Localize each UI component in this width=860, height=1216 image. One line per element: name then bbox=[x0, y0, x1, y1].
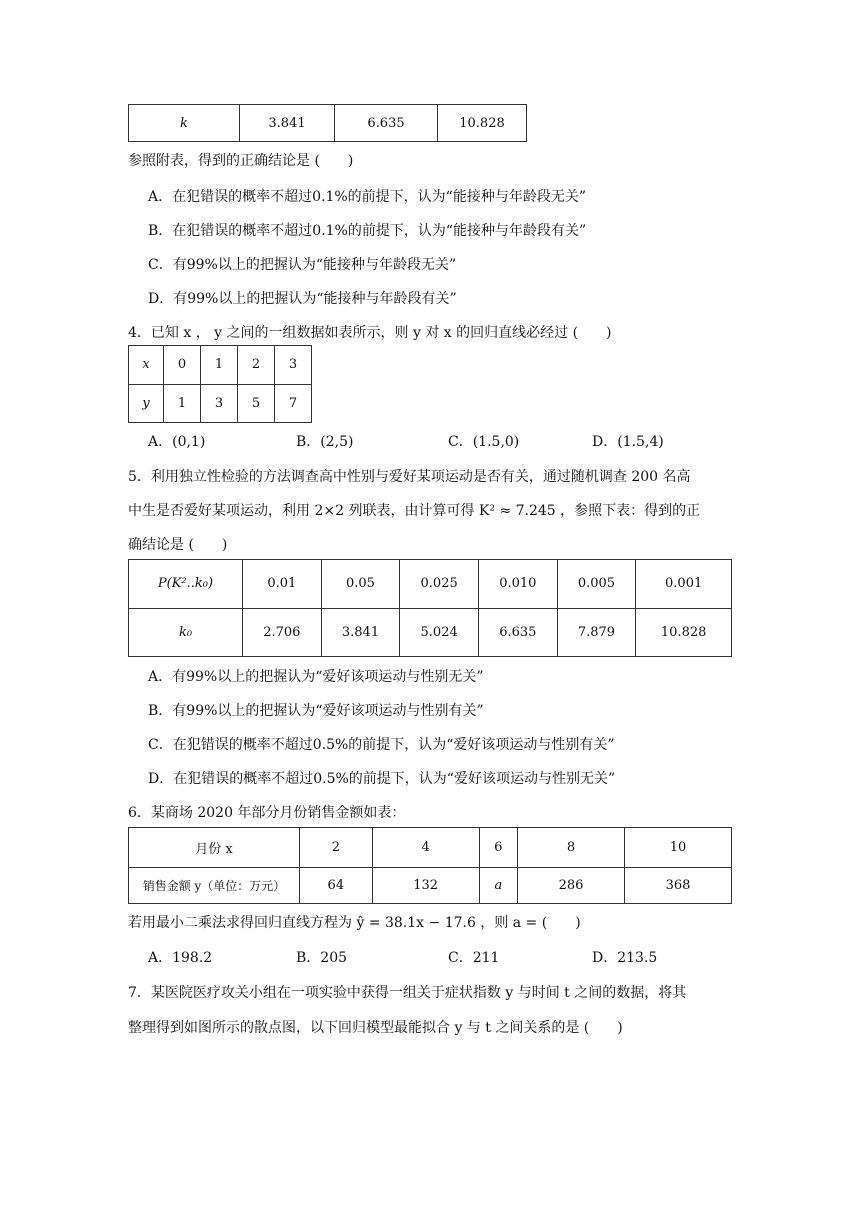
table-cell: 368 bbox=[624, 868, 731, 904]
q3-question-tail: 参照附表，得到的正确结论是 ( ) bbox=[128, 153, 354, 169]
q5-stem-line-1: 5．利用独立性检验的方法调查高中性别与爱好某项运动是否有关，通过随机调查 200 名高 bbox=[128, 469, 691, 485]
q3-option-a: A．在犯错误的概率不超过0.1%的前提下，认为“能接种与年龄段无关” bbox=[148, 189, 586, 205]
q4-option-d: D．(1.5,4) bbox=[592, 434, 664, 450]
q6-option-b: B．205 bbox=[296, 950, 348, 966]
q5-stem-line-2: 中生是否爱好某项运动，利用 2×2 列联表，由计算可得 K² ≈ 7.245 ，参照下表：得到的正 bbox=[128, 503, 701, 519]
q3-option-c: C．有99%以上的把握认为“能接种与年龄段无关” bbox=[148, 257, 457, 273]
q3-option-d: D．有99%以上的把握认为“能接种与年龄段有关” bbox=[148, 291, 457, 307]
table-cell: 10.828 bbox=[438, 105, 527, 142]
q3-option-b: B．在犯错误的概率不超过0.1%的前提下，认为“能接种与年龄段有关” bbox=[148, 223, 587, 239]
table-cell: 3.841 bbox=[240, 105, 335, 142]
q5-stem-line-3: 确结论是 ( ) bbox=[128, 537, 228, 553]
table-cell: 0 bbox=[164, 346, 201, 385]
table-cell: 286 bbox=[518, 868, 625, 904]
table-cell: 64 bbox=[300, 868, 373, 904]
table-cell: 2 bbox=[238, 346, 275, 385]
table-cell: 5 bbox=[238, 384, 275, 423]
table-cell: 3.841 bbox=[321, 608, 400, 657]
q6-sales-table bbox=[128, 827, 732, 904]
table-cell: 132 bbox=[372, 868, 479, 904]
table-cell: 3 bbox=[201, 384, 238, 423]
q4-stem: 4．已知 x ， y 之间的一组数据如表所示，则 y 对 x 的回归直线必经过 ( ) bbox=[128, 325, 612, 341]
q6-option-d: D．213.5 bbox=[592, 950, 658, 966]
table-cell: 7.879 bbox=[557, 608, 636, 657]
table-cell: 2.706 bbox=[243, 608, 322, 657]
table-cell: 1 bbox=[201, 346, 238, 385]
q6-option-c: C．211 bbox=[448, 950, 500, 966]
y-label-cell: y bbox=[129, 384, 164, 423]
table-cell: 8 bbox=[518, 828, 625, 868]
table-cell: 7 bbox=[275, 384, 312, 423]
month-label-cell: 月份 x bbox=[129, 828, 300, 868]
table-cell: 10.828 bbox=[636, 608, 732, 657]
q7-stem-line-1: 7．某医院医疗攻关小组在一项实验中获得一组关于症状指数 y 与时间 t 之间的数据，将其 bbox=[128, 985, 687, 1001]
table-cell: 0.01 bbox=[243, 560, 322, 609]
sales-label-cell: 销售金额 y（单位：万元） bbox=[129, 868, 300, 904]
table-cell: 5.024 bbox=[400, 608, 479, 657]
table-cell: 2 bbox=[300, 828, 373, 868]
q6-equation-line: 若用最小二乘法求得回归直线方程为 ŷ = 38.1x − 17.6 ，则 a = ( ) bbox=[128, 915, 581, 931]
table-cell: 3 bbox=[275, 346, 312, 385]
k-label-cell: k bbox=[129, 105, 240, 142]
q4-option-b: B．(2,5) bbox=[296, 434, 354, 450]
table-cell: 6.635 bbox=[478, 608, 557, 657]
q5-critical-table bbox=[128, 559, 732, 657]
q5-option-d: D．在犯错误的概率不超过0.5%的前提下，认为“爱好该项运动与性别无关” bbox=[148, 771, 616, 787]
q6-option-a: A．198.2 bbox=[148, 950, 213, 966]
q4-option-a: A．(0,1) bbox=[148, 434, 206, 450]
table-cell: a bbox=[479, 868, 517, 904]
q7-stem-line-2: 整理得到如图所示的散点图，以下回归模型最能拟合 y 与 t 之间关系的是 ( ) bbox=[128, 1020, 623, 1036]
table-cell: 4 bbox=[372, 828, 479, 868]
table-cell: 0.001 bbox=[636, 560, 732, 609]
table-cell: 10 bbox=[624, 828, 731, 868]
table-cell: 0.010 bbox=[478, 560, 557, 609]
table-cell: 6.635 bbox=[335, 105, 438, 142]
table-cell: 6 bbox=[479, 828, 517, 868]
table-cell: 0.05 bbox=[321, 560, 400, 609]
x-label-cell: x bbox=[129, 346, 164, 385]
critical-value-table bbox=[128, 104, 527, 142]
table-cell: 0.005 bbox=[557, 560, 636, 609]
q5-option-c: C．在犯错误的概率不超过0.5%的前提下，认为“爱好该项运动与性别有关” bbox=[148, 737, 615, 753]
q4-data-table bbox=[128, 345, 312, 423]
k0-label-cell: k₀ bbox=[129, 608, 243, 657]
table-cell: 1 bbox=[164, 384, 201, 423]
table-cell: 0.025 bbox=[400, 560, 479, 609]
q5-option-a: A．有99%以上的把握认为“爱好该项运动与性别无关” bbox=[148, 669, 484, 685]
q5-option-b: B．有99%以上的把握认为“爱好该项运动与性别有关” bbox=[148, 703, 484, 719]
q4-option-c: C．(1.5,0) bbox=[448, 434, 520, 450]
q6-stem: 6．某商场 2020 年部分月份销售金额如表： bbox=[128, 805, 406, 821]
probability-label-cell: P(K²..k₀) bbox=[129, 560, 243, 609]
